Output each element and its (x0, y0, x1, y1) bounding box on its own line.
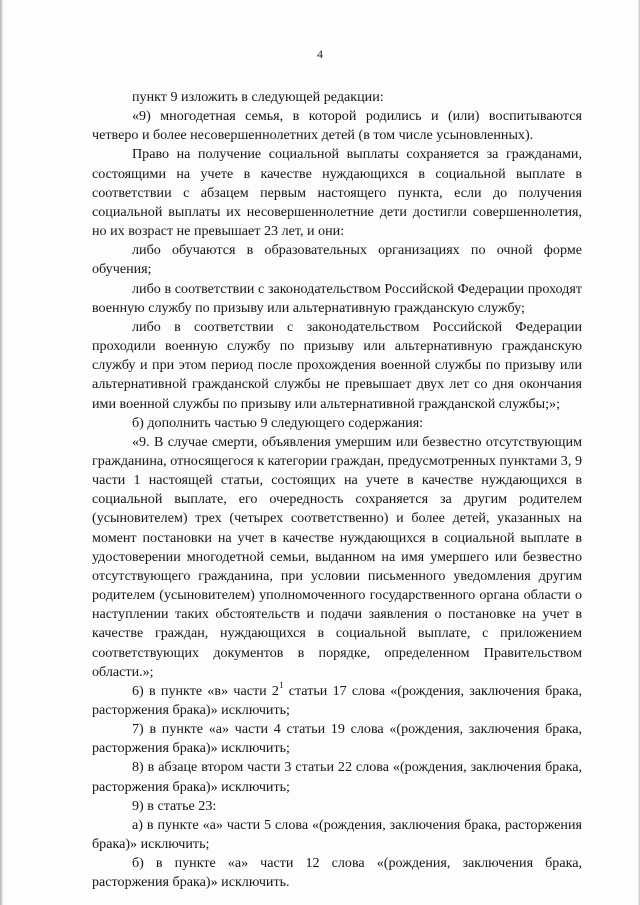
paragraph: либо в соответствии с законодательством Российской Федерации проходили военную службу по призыву или альтернативную гражданскую службу и при этом период после прохождения военной службы по призыву или альтернативной гражданской службы не превышает двух лет со дня окончания ими военной службы по призыву или альтернативной гражданской службы;»; (92, 318, 582, 412)
paragraph (92, 682, 582, 720)
paragraph-part: статьи 17 слова «(рождения, заключения брака, расторжения брака)» исключить; (92, 682, 582, 718)
paragraph: «9. В случае смерти, объявления умершим или безвестно отсутствующим гражданина, относящегося к категории граждан, предусмотренных пунктами 3, 9 части 1 настоящей статьи, состоящих на учете в качестве нуждающихся в социальной выплате, его очередность сохраняется за другим родителем (усыновителем) трех (четырех соответственно) и более детей, указанных на момент постановки на учет в качестве нуждающихся в социальной выплате в удостоверении многодетной семьи, выданном на имя умершего или безвестно отсутствующего гражданина, при условии письменного уведомления другим родителем (усыновителем) уполномоченного государственного органа области о наступлении таких обстоятельств и подачи заявления о постановке на учет в качестве граждан, нуждающихся в социальной выплате, с приложением соответствующих документов в порядке, определенном Правительством области.»; (92, 433, 582, 680)
page-number: 4 (317, 47, 323, 61)
document-body (92, 88, 582, 893)
paragraph: 7) в пункте «а» части 4 статьи 19 слова «(рождения, заключения брака, расторжения брака)» исключить; (92, 721, 582, 757)
paragraph: либо в соответствии с законодательством Российской Федерации проходят военную службу по призыву или альтернативную гражданскую службу; (92, 280, 582, 316)
paragraph: б) дополнить частью 9 следующего содержания: (132, 414, 424, 431)
paragraph: 8) в абзаце втором части 3 статьи 22 слова «(рождения, заключения брака, расторжения брака)» исключить; (92, 759, 582, 795)
paragraph: пункт 9 изложить в следующей редакции: (132, 89, 384, 105)
paragraph-part: 6) в пункте «в» части 2 (132, 682, 279, 699)
superscript: 1 (278, 680, 284, 691)
paragraph: б) в пункте «а» части 12 слова «(рождения, заключения брака, расторжения брака)» исключить. (92, 855, 582, 891)
paragraph: 9) в статье 23: (132, 797, 217, 814)
scan-edge-left (0, 0, 3, 905)
paragraph: а) в пункте «а» части 5 слова «(рождения, заключения брака, расторжения брака)» исключить; (92, 816, 582, 853)
paragraph: либо обучаются в образовательных организациях по очной форме обучения; (92, 242, 582, 278)
paragraph: Право на получение социальной выплаты сохраняется за гражданами, состоящими на учете в качестве нуждающихся в социальной выплате в соответствии с абзацем первым настоящего пункта, если до получения социальной выплаты их несовершеннолетние дети достигли совершеннолетия, но их возраст не превышает 23 лет, и они: (92, 146, 582, 240)
paragraph: «9) многодетная семья, в которой родились и (или) воспитываются четверо и более несовершеннолетних детей (в том числе усыновленных). (92, 108, 582, 144)
